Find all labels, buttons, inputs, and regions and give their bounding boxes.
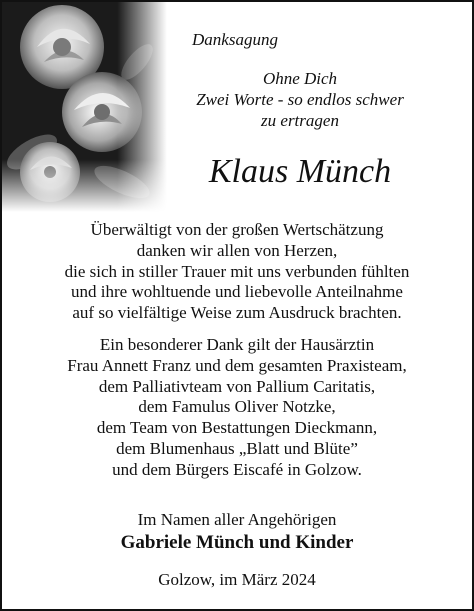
closing-line: Im Namen aller Angehörigen: [137, 510, 337, 529]
roses-photo: [2, 2, 167, 212]
text-line: dem Blumenhaus „Blatt und Blüte”: [116, 438, 358, 458]
special-thanks-paragraph: [2, 335, 472, 481]
verse-line: zu ertragen: [261, 111, 339, 130]
heading: Danksagung: [192, 30, 278, 49]
signature: Gabriele Münch und Kinder: [120, 532, 354, 553]
text-line: Frau Annett Franz und dem gesamten Praxisteam,: [67, 355, 407, 375]
text-line: dem Famulus Oliver Notzke,: [138, 397, 336, 417]
text-line: danken wir allen von Herzen,: [136, 240, 338, 260]
text-line: dem Palliativteam von Pallium Caritatis,: [98, 376, 376, 396]
thanks-paragraph: [2, 220, 472, 324]
deceased-name: Klaus Münch: [208, 153, 392, 190]
text-line: Ein besonderer Dank gilt der Hausärztin: [99, 335, 375, 354]
text-line: Überwältigt von der großen Wertschätzung: [90, 220, 384, 239]
text-line: die sich in stiller Trauer mit uns verbunden fühlten: [64, 261, 410, 281]
verse: [170, 68, 430, 131]
verse-line: Zwei Worte - so endlos schwer: [196, 90, 404, 109]
text-line: auf so vielfältige Weise zum Ausdruck brachten.: [72, 303, 402, 323]
text-line: dem Team von Bestattungen Dieckmann,: [96, 418, 378, 438]
text-line: und dem Bürgers Eiscafé in Golzow.: [112, 459, 362, 479]
verse-line: Ohne Dich: [262, 69, 338, 88]
text-line: und ihre wohltuende und liebevolle Anteilnahme: [71, 282, 403, 302]
place-date: Golzow, im März 2024: [158, 570, 316, 589]
